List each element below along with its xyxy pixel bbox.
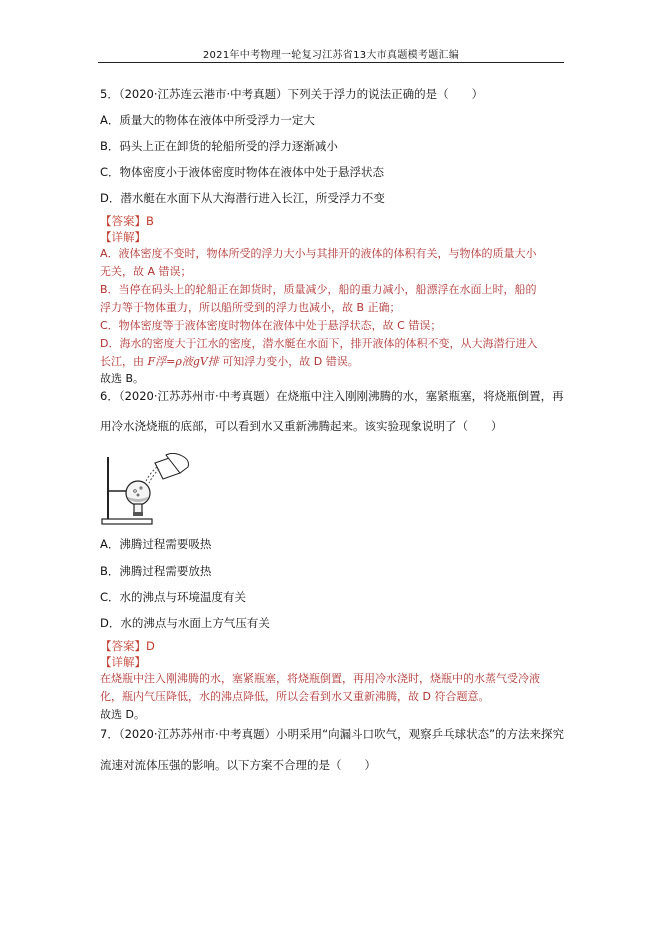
question-6-stem-line1: 6．（2020·江苏苏州市·中考真题）在烧瓶中注入刚刚沸腾的水，塞紧瓶塞，将烧瓶倒置，再 [100,389,564,403]
question-6-answer: 【答案】D [100,639,155,653]
header-divider [98,62,564,63]
question-5-option-c: C．物体密度小于液体密度时物体在液体中处于悬浮状态 [100,165,385,179]
question-5-detail-line: B．当停在码头上的轮船正在卸货时，质量减少，船的重力减小，船漂浮在水面上时，船的 [100,283,537,296]
question-5-detail-line: D．海水的密度大于江水的密度，潜水艇在水面下，排开液体的体积不变，从大海潜行进入 [100,337,538,350]
question-6-stem-line2: 用冷水浇烧瓶的底部，可以看到水又重新沸腾起来。该实验现象说明了（ ） [100,419,503,433]
question-6-conclusion: 故选 D。 [100,708,145,721]
question-5-option-a: A．质量大的物体在液体中所受浮力一定大 [100,113,315,127]
question-6-detail-line: 化，瓶内气压降低，水的沸点降低，所以会看到水又重新沸腾，故 D 符合题意。 [100,690,490,703]
question-6-option-b: B．沸腾过程需要放热 [100,564,212,578]
question-5-conclusion: 故选 B。 [100,372,145,385]
question-5-detail-last-line [100,353,568,370]
flask-experiment-figure [100,453,210,532]
question-5-detail-line: 浮力等于物体重力，所以船所受到的浮力也减小，故 B 正确； [100,301,401,314]
question-5-option-b: B．码头上正在卸货的轮船所受的浮力逐渐减小 [100,139,338,153]
question-6-option-c: C．水的沸点与环境温度有关 [100,590,247,604]
question-5-option-d: D．潜水艇在水面下从大海潜行进入长江，所受浮力不变 [100,191,385,205]
question-6-detail-line: 在烧瓶中注入刚沸腾的水，塞紧瓶塞，将烧瓶倒置，再用冷水浇时，烧瓶中的水蒸气受冷液 [100,672,540,685]
question-5-answer: 【答案】B [100,214,154,228]
question-5-detail-line: A．液体密度不变时，物体所受的浮力大小与其排开的液体的体积有关，与物体的质量大小 [100,247,537,260]
question-6-option-d: D．水的沸点与水面上方气压有关 [100,616,270,630]
page-header: 2021年中考物理一轮复习江苏省13大市真题模考题汇编 [202,50,460,61]
question-7-stem-line2: 流速对流体压强的影响。以下方案不合理的是（ ） [100,758,376,772]
detail-text: 可知浮力变小，故 D 错误。 [218,355,359,368]
question-5-detail-label: 【详解】 [100,230,146,244]
question-6-detail-label: 【详解】 [100,655,146,669]
question-7-stem-line1: 7．（2020·江苏苏州市·中考真题）小明采用“向漏斗口吹气，观察乒乓球状态”的方法来探究 [100,727,565,741]
flask-illustration [100,453,210,528]
question-6-option-a: A．沸腾过程需要吸热 [100,537,212,551]
question-5-detail-line: C．物体密度等于液体密度时物体在液体中处于悬浮状态，故 C 错误； [100,319,442,332]
detail-text: 长江，由 [100,355,148,368]
question-5-stem: 5．（2020·江苏连云港市·中考真题）下列关于浮力的说法正确的是（ ） [100,87,484,101]
question-5-detail-line: 无关，故 A 错误； [100,265,192,278]
buoyancy-formula: F浮=ρ液gV排 [147,355,219,368]
